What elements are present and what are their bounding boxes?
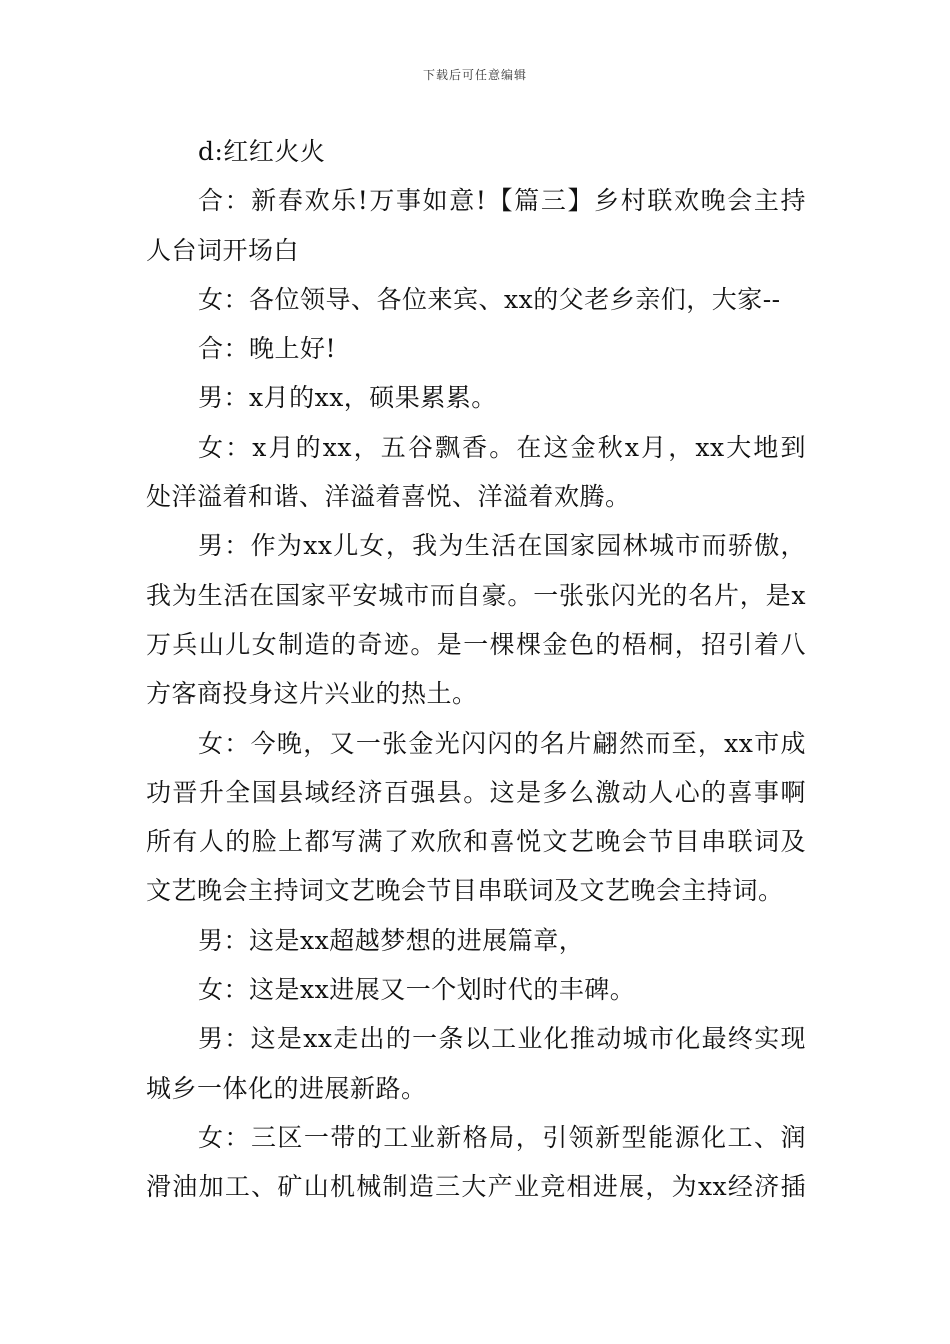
text-line: 人台词开场白 [146, 235, 300, 265]
text-line: 男：这是xx超越梦想的进展篇章， [198, 925, 585, 955]
page-header: 下载后可任意编辑 [422, 68, 527, 82]
text-line: 女：各位领导、各位来宾、xx的父老乡亲们，大家-- [198, 284, 781, 314]
text-line: 女：三区一带的工业新格局，引领新型能源化工、润 [198, 1122, 806, 1152]
text-line: 合：晚上好! [198, 334, 337, 364]
text-line: 功晋升全国县域经济百强县。这是多么激动人心的喜事啊 [146, 777, 806, 807]
text-line: 城乡一体化的进展新路。 [146, 1073, 427, 1103]
text-line: 女：x月的xx，五谷飘香。在这金秋x月，xx大地到 [198, 432, 806, 462]
text-line: 男：作为xx儿女，我为生活在国家园林城市而骄傲， [198, 531, 806, 561]
document-body [146, 127, 806, 1212]
text-line: 方客商投身这片兴业的热土。 [146, 679, 478, 709]
text-line: d:红红火火 [198, 137, 326, 166]
text-line: 男：这是xx走出的一条以工业化推动城市化最终实现 [198, 1024, 806, 1054]
text-line: 合：新春欢乐!万事如意!【篇三】乡村联欢晚会主持 [198, 186, 806, 216]
text-line: 万兵山儿女制造的奇迹。是一棵棵金色的梧桐，招引着八 [146, 629, 806, 659]
text-line: 男：x月的xx，硕果累累。 [198, 383, 497, 413]
text-line: 文艺晚会主持词文艺晚会节目串联词及文艺晚会主持词。 [146, 876, 784, 906]
text-line: 处洋溢着和谐、洋溢着喜悦、洋溢着欢腾。 [146, 482, 631, 512]
text-line: 滑油加工、矿山机械制造三大产业竞相进展，为xx经济插 [146, 1172, 806, 1202]
text-line: 所有人的脸上都写满了欢欣和喜悦文艺晚会节目串联词及 [146, 827, 806, 857]
text-line: 女：这是xx进展又一个划时代的丰碑。 [198, 975, 636, 1005]
text-line: 女：今晚，又一张金光闪闪的名片翩然而至，xx市成 [198, 728, 806, 758]
text-line: 我为生活在国家平安城市而自豪。一张张闪光的名片，是x [146, 580, 806, 610]
